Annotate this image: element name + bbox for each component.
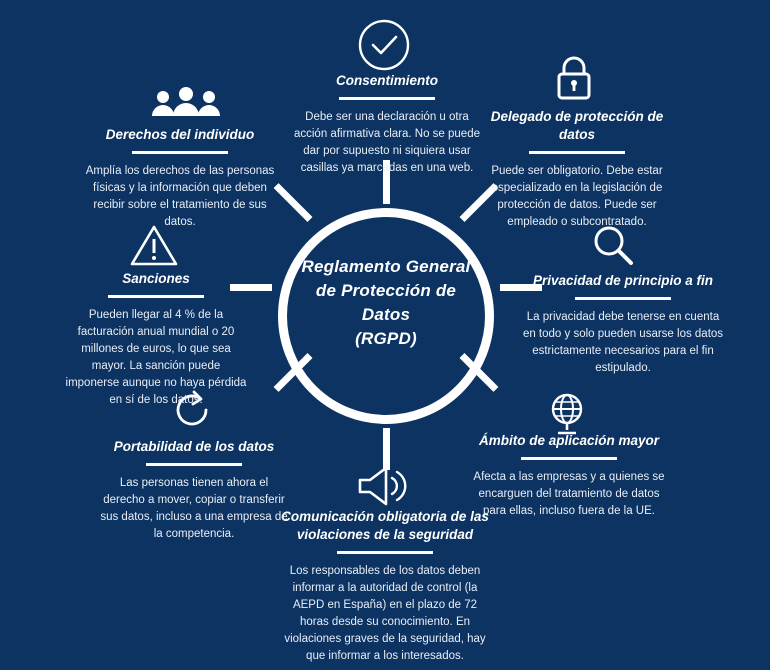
node-portabilidad-datos-rule — [146, 463, 242, 466]
check-circle-icon — [357, 18, 411, 72]
node-delegado-proteccion-datos-rule — [529, 151, 625, 154]
node-comunicacion-obligatoria-violaciones — [277, 508, 493, 665]
people-group-icon — [148, 86, 224, 122]
center-title-line2: de Protección de Datos — [315, 281, 457, 324]
node-derechos-del-individuo — [78, 126, 282, 231]
node-ambito-aplicacion-mayor-body: Afecta a las empresas y a quienes se encarguen del tratamiento de datos para ellas, incluso fuera de la UE. — [473, 471, 665, 517]
node-consentimiento-title: Consentimiento — [335, 73, 438, 88]
node-sanciones — [64, 270, 248, 409]
center-title-line1: Reglamento General — [301, 257, 471, 276]
node-privacidad-principio-fin-title: Privacidad de principio a fin — [532, 273, 714, 288]
center-title-line3: (RGPD) — [355, 329, 417, 348]
node-delegado-proteccion-datos-title: Delegado de protección de datos — [490, 109, 664, 142]
node-comunicacion-obligatoria-violaciones-title: Comunicación obligatoria de las violaciones de la seguridad — [281, 509, 489, 542]
node-delegado-proteccion-datos-body: Puede ser obligatorio. Debe estar especializado en la legislación de protección de datos. Puede ser empleado o subcontratado. — [491, 165, 663, 228]
padlock-icon — [552, 52, 596, 102]
magnifier-icon — [590, 222, 636, 268]
node-comunicacion-obligatoria-violaciones-body: Los responsables de los datos deben informar a la autoridad de control (la AEPD en España) en el plazo de 72 horas desde su conocimiento. En violaciones graves de la seguridad, hay que informar a los interesados. — [284, 565, 486, 662]
node-derechos-del-individuo-rule — [132, 151, 228, 154]
node-privacidad-principio-fin-body: La privacidad debe tenerse en cuenta en todo y solo pueden usarse los datos estrictamente necesarios para el fin estipulado. — [522, 311, 724, 374]
node-comunicacion-obligatoria-violaciones-rule — [337, 551, 433, 554]
node-sanciones-body: Pueden llegar al 4 % de la facturación anual mundial o 20 millones de euros, lo que sea mayor. La sanción puede imponerse aunque no haya pérdida en sí de los datos. — [65, 309, 247, 406]
node-sanciones-rule — [108, 295, 204, 298]
node-portabilidad-datos-title: Portabilidad de los datos — [113, 439, 275, 454]
megaphone-icon — [352, 462, 408, 510]
node-consentimiento-rule — [339, 97, 435, 100]
node-ambito-aplicacion-mayor-title: Ámbito de aplicación mayor — [478, 433, 660, 448]
node-ambito-aplicacion-mayor — [472, 432, 666, 520]
node-derechos-del-individuo-title: Derechos del individuo — [105, 127, 255, 142]
node-consentimiento-body: Debe ser una declaración u otra acción afirmativa clara. No se puede dar por supuesto ni siquiera usar casillas ya marcadas en una web. — [293, 111, 480, 174]
globe-icon — [545, 390, 589, 436]
node-sanciones-title: Sanciones — [122, 271, 190, 286]
node-portabilidad-datos — [100, 438, 288, 543]
node-privacidad-principio-fin-rule — [575, 297, 671, 300]
node-ambito-aplicacion-mayor-rule — [521, 457, 617, 460]
center-title — [290, 255, 482, 351]
node-privacidad-principio-fin — [521, 272, 725, 377]
node-portabilidad-datos-body: Las personas tienen ahora el derecho a mover, copiar o transferir sus datos, incluso a una empresa de la competencia. — [100, 477, 288, 540]
node-derechos-del-individuo-body: Amplía los derechos de las personas físicas y la información que deben recibir sobre el tratamiento de sus datos. — [85, 165, 275, 228]
node-consentimiento — [290, 72, 484, 177]
node-delegado-proteccion-datos — [489, 108, 665, 231]
